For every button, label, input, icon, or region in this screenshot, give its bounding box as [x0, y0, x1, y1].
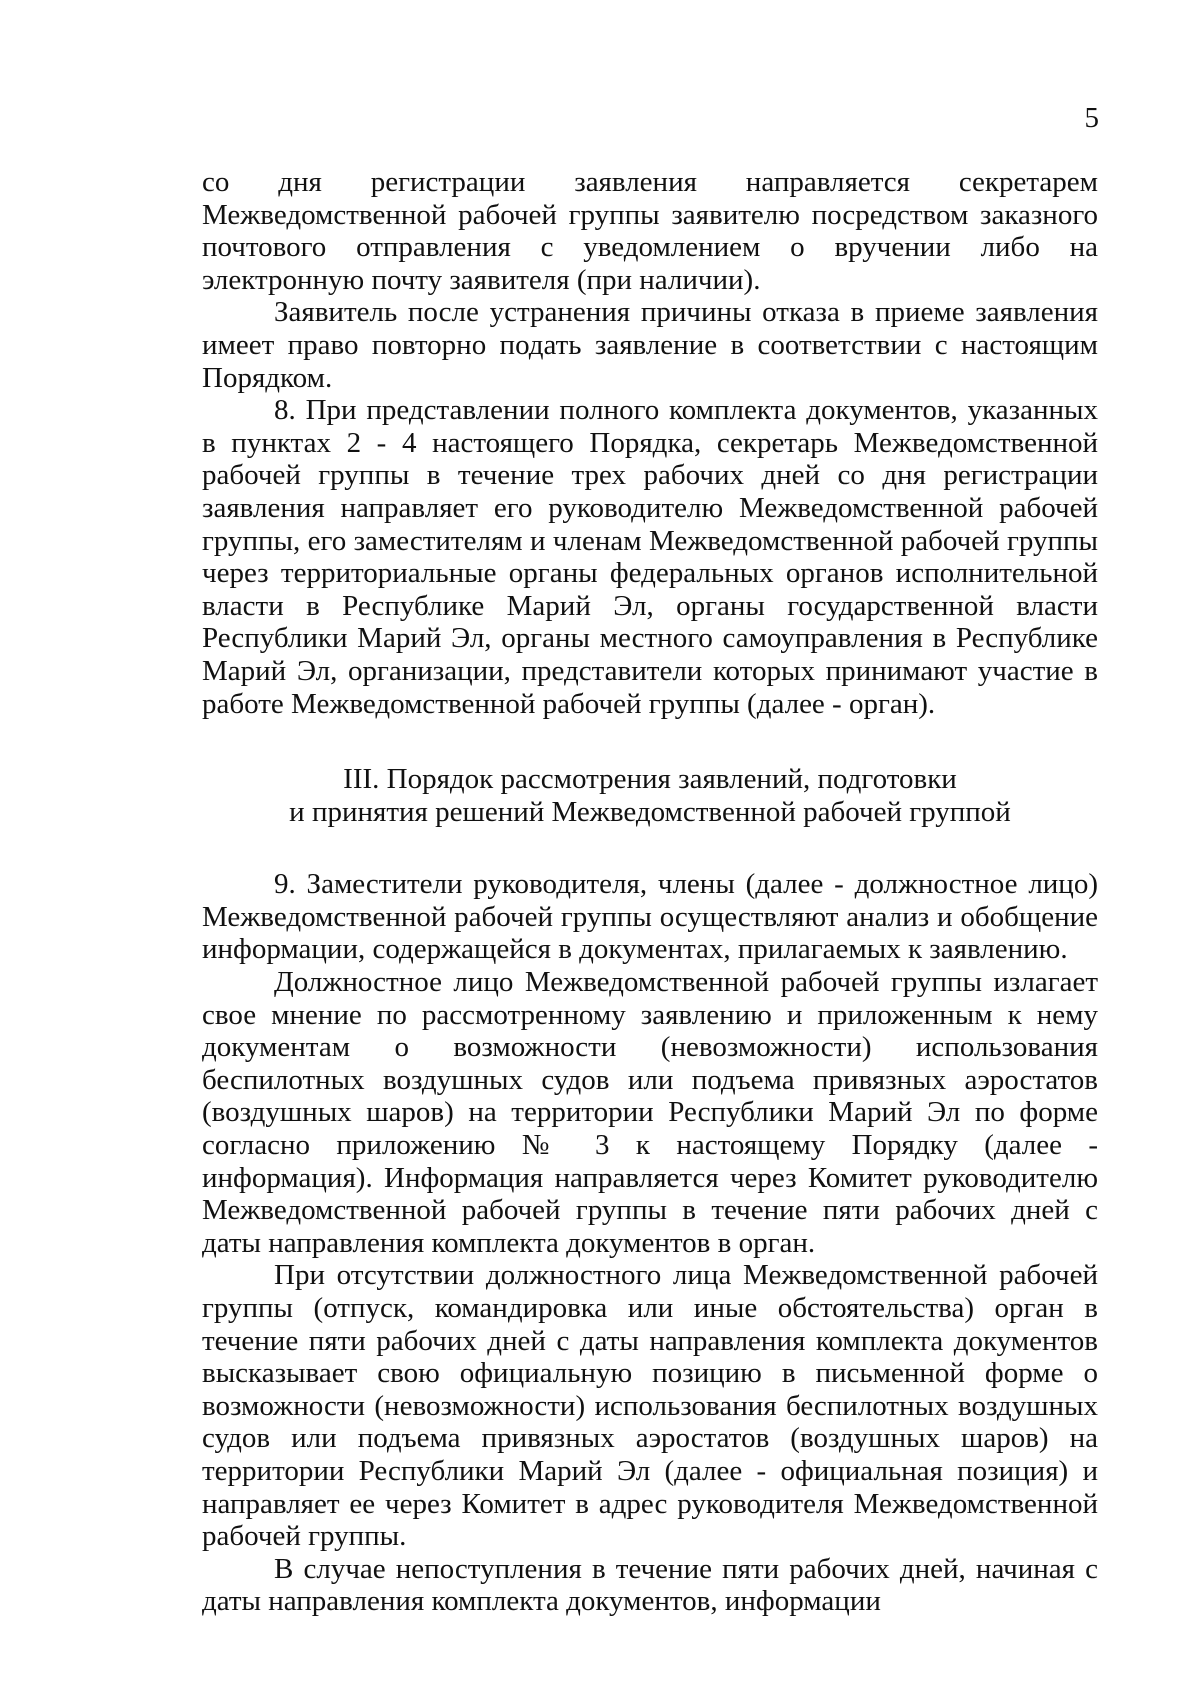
paragraph: со дня регистрации заявления направляется секретарем Межведомственной рабочей группы заявителю посредством заказного почтового отправления с уведомлением о вручении либо на электронную почту заявителя (при наличии).: [202, 166, 1098, 296]
section-heading-line-1: III. Порядок рассмотрения заявлений, подготовки: [343, 763, 957, 796]
document-body: [202, 166, 1098, 1618]
paragraph: При отсутствии должностного лица Межведомственной рабочей группы (отпуск, командировка или иные обстоятельства) орган в течение пяти рабочих дней с даты направления комплекта документов высказывает свою официальную позицию в письменной форме о возможности (невозможности) использования беспилотных воздушных судов или подъема привязных аэростатов (воздушных шаров) на территории Республики Марий Эл (далее - официальная позиция) и направляет ее через Комитет в адрес руководителя Межведомственной рабочей группы.: [202, 1259, 1098, 1553]
paragraph: Должностное лицо Межведомственной рабочей группы излагает свое мнение по рассмотренному заявлению и приложенным к нему документам о возможности (невозможности) использования беспилотных воздушных судов или подъема привязных аэростатов (воздушных шаров) на территории Республики Марий Эл по форме согласно приложению № 3 к настоящему Порядку (далее - информация). Информация направляется через Комитет руководителю Межведомственной рабочей группы в течение пяти рабочих дней с даты направления комплекта документов в орган.: [202, 966, 1098, 1259]
paragraph-item-9: 9. Заместители руководителя, члены (далее - должностное лицо) Межведомственной рабочей группы осуществляют анализ и обобщение информации, содержащейся в документах, прилагаемых к заявлению.: [202, 868, 1098, 966]
section-heading: [202, 763, 1098, 828]
paragraph: В случае непоступления в течение пяти рабочих дней, начиная с даты направления комплекта документов, информации: [202, 1552, 1098, 1618]
section-heading-line-2: и принятия решений Межведомственной рабочей группой: [289, 795, 1011, 828]
paragraph: Заявитель после устранения причины отказа в приеме заявления имеет право повторно подать заявление в соответствии с настоящим Порядком.: [202, 296, 1098, 394]
paragraph-item-8: 8. При представлении полного комплекта документов, указанных в пунктах 2 - 4 настоящего Порядка, секретарь Межведомственной рабочей группы в течение трех рабочих дней со дня регистрации заявления направляет его руководителю Межведомственной рабочей группы, его заместителям и членам Межведомственной рабочей группы через территориальные органы федеральных органов исполнительной власти в Республике Марий Эл, органы государственной власти Республики Марий Эл, органы местного самоуправления в Республике Марий Эл, организации, представители которых принимают участие в работе Межведомственной рабочей группы (далее - орган).: [202, 394, 1098, 720]
page-number: 5: [1084, 102, 1099, 134]
